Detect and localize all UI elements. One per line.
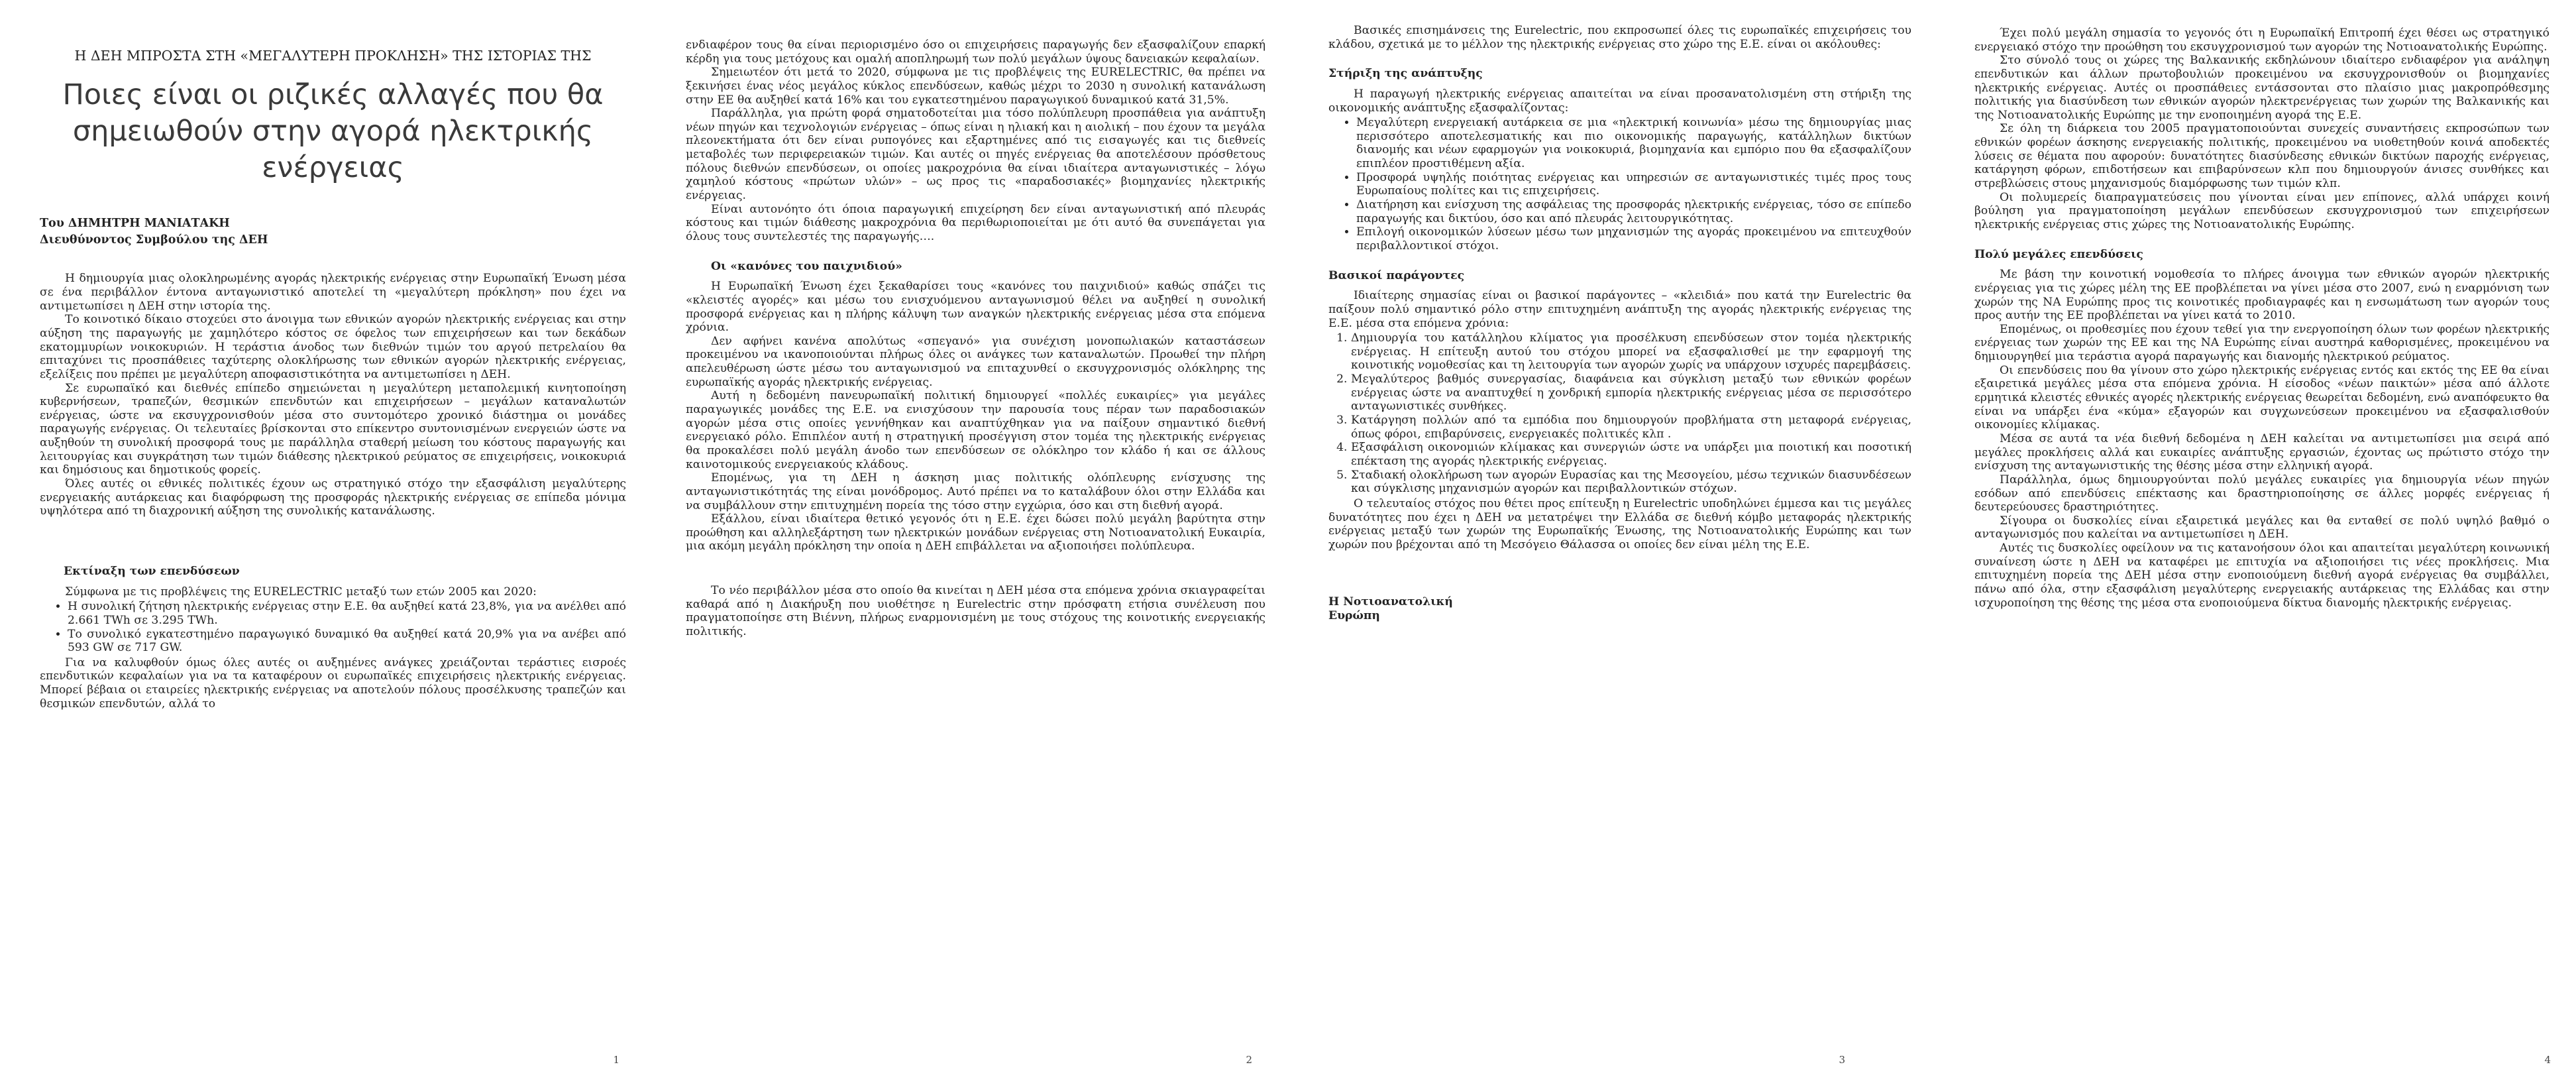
paragraph: Για να καλυφθούν όμως όλες αυτές οι αυξημένες ανάγκες χρειάζονται τεράστιες εισροές επενδυτικών κεφαλαίων για να τα καταφέρουν οι ευρωπαϊκές επιχειρήσεις ηλεκτρικής ενέργειας. Μπορεί βέβαια οι εταιρείες ηλεκτρικής ενέργειας να αποτελούν πόλους προσέλκυσης τραπεζών και θεσμικών επενδυτών, αλλά το: [40, 656, 626, 711]
paragraph: Το νέο περιβάλλον μέσα στο οποίο θα κινείται η ΔΕΗ μέσα στα επόμενα χρόνια σκιαγραφείται καθαρά από η Διακήρυξη που υιοθέτησε η Eurelectric στην πρόσφατη ετήσια συνέλευση που πραγματοποίησε στη Βιέννη, πλήρως εναρμονισμένη με τους στόχους της κοινοτικής ενεργειακής πολιτικής.: [686, 584, 1265, 638]
list-item: 1. Δημιουργία του κατάλληλου κλίματος για προσέλκυση επενδύσεων στον τομέα ηλεκτρικής ενέργειας. Η επίτευξη αυτού του στόχου μπορεί να εξασφαλισθεί με την εφαρμογή της κοινοτικής νομοθεσίας και τη λειτουργία των αγορών χωρίς να υπάρχουν ισχυρές παρεμβάσεις.: [1351, 331, 1911, 372]
list-item: • Η συνολική ζήτηση ηλεκτρικής ενέργειας στην Ε.Ε. θα αυξηθεί κατά 23,8%, για να ανέλθει από 2.661 TWh σε 3.295 TWh.: [68, 600, 626, 627]
page-number: 1: [613, 1054, 619, 1066]
paragraph: Σε όλη τη διάρκεια του 2005 πραγματοποιούνται συνεχείς συναντήσεις εκπροσώπων των εθνικών φορέων άσκησης ενεργειακής πολιτικής, προκειμένου να υιοθετηθούν κοινά αποδεκτές λύσεις σε θέματα που αφορούν: δυνατότητες διασύνδεσης εθνικών δικτύων παροχής ενέργειας, κατάργηση φόρων, επιδοτήσεων και επιβαρύνσεων κλπ που δημιουργούν άνισες συνθήκες και στρεβλώσεις στους μηχανισμούς διαμόρφωσης των τιμών κλπ.: [1974, 122, 2549, 191]
paragraph: Παράλληλα, για πρώτη φορά σηματοδοτείται μια τόσο πολύπλευρη προσπάθεια για ανάπτυξη νέων πηγών και τεχνολογιών ενέργειας – όπως είναι η ηλιακή και η αιολική – που έχουν τα μεγάλα πλεονεκτήματα ότι δεν είναι ρυπογόνες και εξαρτημένες από τις εισαγωγές και τις διεθνείς μεταβολές των περιφερειακών τιμών. Και αυτές οι πηγές ενέργειας θα αποτελέσουν πρόσθετους πόλους διεθνών επενδύσεων, οι οποίες μακροχρόνια θα είναι ιδιαίτερα ανταγωνιστικές – λόγω χαμηλού κόστους «πρώτων υλών» – ως προς τις «παραδοσιακές» βιομηχανίες ηλεκτρικής ενέργειας.: [686, 107, 1265, 203]
paragraph: Σίγουρα οι δυσκολίες είναι εξαιρετικά μεγάλες και θα ενταθεί σε πολύ υψηλό βαθμό ο ανταγωνισμός που καλείται να αντιμετωπίσει η ΔΕΗ.: [1974, 514, 2549, 542]
page-4: [1961, 0, 2576, 1087]
paragraph: Επομένως, για τη ΔΕΗ η άσκηση μιας πολιτικής ολόπλευρης ενίσχυσης της ανταγωνιστικότητάς της είναι μονόδρομος. Αυτό πρέπει να το καταλάβουν όλοι στην Ελλάδα και να συμβάλλουν στην επιτυχημένη πορεία της τόσο στην εγχώρια, όσο και στη διεθνή αγορά.: [686, 471, 1265, 512]
paragraph: Η Ευρωπαϊκή Ένωση έχει ξεκαθαρίσει τους «κανόνες του παιχνιδιού» καθώς σπάζει τις «κλειστές αγορές» και μέσω του ενισχυόμενου ανταγωνισμού θέλει να αυξηθεί η συνολική προσφορά ενέργειας και η πλήρης κάλυψη των αναγκών ηλεκτρικής ενέργειας μέσα στα επόμενα χρόνια.: [686, 280, 1265, 335]
section-heading: Πολύ μεγάλες επενδύσεις: [1974, 247, 2143, 261]
paragraph: Μέσα σε αυτά τα νέα διεθνή δεδομένα η ΔΕΗ καλείται να αντιμετωπίσει μια σειρά από μεγάλες προκλήσεις αλλά και ευκαιρίες ανάπτυξης εργασιών, έχοντας ως πρώτιστο στόχο την ενίσχυση της ανταγωνιστικής της θέσης μέσα στην ελληνική αγορά.: [1974, 431, 2549, 473]
page-1: [0, 0, 646, 1087]
numbered-list: [1328, 331, 1911, 496]
paragraph: Αυτή η δεδομένη πανευρωπαϊκή πολιτική δημιουργεί «πολλές ευκαιρίες» για μεγάλες παραγωγικές μονάδες της Ε.Ε. να ενισχύσουν την παρουσία τους πέραν των παραδοσιακών αγορών μέσα στις οποίες γεννήθηκαν και αναπτύχθηκαν για να παίξουν σημαντικό διεθνή ενεργειακό ρόλο. Επιπλέον αυτή η στρατηγική προσέγγιση στον τομέα της ηλεκτρικής ενέργειας θα προκαλέσει πολύ μεγάλη άνοδο των επενδύσεων σε ολόκληρο τον κλάδο ή και σε άλλους καινοτομικούς ενεργειακούς κλάδους.: [686, 389, 1265, 471]
page-3: [1315, 0, 1938, 1087]
section-heading: [1328, 595, 1911, 622]
list-item: • Διατήρηση και ενίσχυση της ασφάλειας της προσφοράς ηλεκτρικής ενέργειας, τόσο σε επίπεδο παραγωγής και δικτύου, όσο και από πλευράς λειτουργικότητας.: [1356, 198, 1911, 225]
section-heading: Στήριξη της ανάπτυξης: [1328, 67, 1483, 81]
paragraph: Επομένως, οι προθεσμίες που έχουν τεθεί για την ενεργοποίηση όλων των φορέων ηλεκτρικής ενέργειας των χωρών της ΕΕ και της ΝΑ Ευρώπης είναι αυστηρά καθορισμένες, προκειμένου να δημιουργηθεί μια τεράστια αγορά παραγωγής και διανομής ηλεκτρικού ρεύματος.: [1974, 322, 2549, 364]
section-heading-line-1: Η Νοτιοανατολική: [1328, 595, 1453, 609]
paragraph: Η δημιουργία μιας ολοκληρωμένης αγοράς ηλεκτρικής ενέργειας στην Ευρωπαϊκή Ένωση μέσα σε ένα περιβάλλον έντονα ανταγωνιστικό αποτελεί τη «μεγαλύτερη πρόκληση» που έχει να αντιμετωπίσει η ΔΕΗ στην ιστορία της.: [40, 272, 626, 313]
paragraph: Δεν αφήνει κανένα απολύτως «σπεγανό» για συνέχιση μονοπωλιακών καταστάσεων προκειμένου να ικανοποιούνται πλήρως όλες οι ανάγκες των καταναλωτών. Προωθεί την πλήρη απελευθέρωση ώστε μέσω του ανταγωνισμού να επιταχυνθεί ο εκσυγχρονισμός ολόκληρης της ευρωπαϊκής αγοράς ηλεκτρικής ενέργειας.: [686, 334, 1265, 389]
section-heading: Οι «κανόνες του παιχνιδιού»: [711, 259, 902, 273]
paragraph: Έχει πολύ μεγάλη σημασία το γεγονός ότι η Ευρωπαϊκή Επιτροπή έχει θέσει ως στρατηγικό ενεργειακό στόχο την προώθηση του εκσυγχρονισμού των αγορών της Νοτιοανατολικής Ευρώπης.: [1974, 27, 2549, 54]
page-number: 4: [2544, 1054, 2551, 1066]
paragraph: Σημειωτέον ότι μετά το 2020, σύμφωνα με τις προβλέψεις της EURELECTRIC, θα πρέπει να ξεκινήσει ένας νέος μεγάλος κύκλος επενδύσεων, καθώς μέχρι το 2030 η συνολική κατανάλωση στην ΕΕ θα αυξηθεί κατά 16% και του εγκατεστημένου παραγωγικού δυναμικού κατά 31,5%.: [686, 66, 1265, 107]
paragraph: Παράλληλα, όμως δημιουργούνται πολύ μεγάλες ευκαιρίες για δημιουργία νέων πηγών εσόδων από επενδύσεις επέκτασης και δραστηριοποίησης σε άλλες μορφές ενέργειας ή δευτερεύουσες δραστηριότητες.: [1974, 473, 2549, 514]
list-item: • Μεγαλύτερη ενεργειακή αυτάρκεια σε μια «ηλεκτρική κοινωνία» μέσω της δημιουργίας μιας περισσότερο αποτελεσματικής και πιο οικονομικής παραγωγής, κατάλληλων δικτύων διανομής και νέων εφαρμογών για νοικοκυριά, βιομηχανία και εμπόριο που θα εξασφαλίζουν επιπλέον προστιθέμενη αξία.: [1356, 116, 1911, 171]
paragraph: ενδιαφέρον τους θα είναι περιορισμένο όσο οι επιχειρήσεις παραγωγής δεν εξασφαλίζουν επαρκή κέρδη για τους μετόχους και ομαλή αποπληρωμή των πολύ μεγάλων ύψους δανειακών κεφαλαίων.: [686, 38, 1265, 66]
section-heading: Βασικοί παράγοντες: [1328, 268, 1465, 282]
paragraph: Το κοινοτικό δίκαιο στοχεύει στο άνοιγμα των εθνικών αγορών ηλεκτρικής ενέργειας και στην αύξηση της παραγωγής με χαμηλότερο κόστος σε όφελος των επιχειρήσεων και των δεκάδων εκατομμυρίων νοικοκυριών. Η τεράστια άνοδος των διεθνών τιμών του αργού πετρελαίου θα επιταχύνει τις προσπάθειες ταχύτερης ολοκλήρωσης των εθνικών αγορών ηλεκτρικής ενέργειας, εξελίξεις που πρέπει με μεγαλύτερη αποφασιστικότητα να αντιμετωπίσει η ΔΕΗ.: [40, 313, 626, 381]
paragraph: Εξάλλου, είναι ιδιαίτερα θετικό γεγονός ότι η Ε.Ε. έχει δώσει πολύ μεγάλη βαρύτητα στην προώθηση και αλληλεξάρτηση των ηλεκτρικών μονάδων ενέργειας στη Νοτιοανατολική Ευκαιρία, μια ακόμη μεγάλη πρόκληση την οποία η ΔΕΗ επιβάλλεται να αξιοποιήσει πολύπλευρα.: [686, 512, 1265, 553]
list-item: 5. Σταδιακή ολοκλήρωση των αγορών Ευρασίας και της Μεσογείου, μέσω τεχνικών διασυνδέσεων και σύγκλισης μηχανισμών αγορών και περιβαλλοντικών στόχων.: [1351, 469, 1911, 496]
paragraph: Βασικές επισημάνσεις της Eurelectric, που εκπροσωπεί όλες τις ευρωπαϊκές επιχειρήσεις του κλάδου, σχετικά με το μέλλον της ηλεκτρικής ενέργειας στο χώρο της Ε.Ε. είναι οι ακόλουθες:: [1328, 24, 1911, 51]
paragraph: Αυτές τις δυσκολίες οφείλουν να τις κατανοήσουν όλοι και απαιτείται μεγαλύτερη κοινωνική συναίνεση ώστε η ΔΕΗ να καταφέρει με επιτυχία να αξιοποιήσει τις νέες προκλήσεις. Μια επιτυχημένη πορεία της ΔΕΗ μέσα στην ενοποιούμενη διεθνή αγορά ενέργειας θα συμβάλλει, πάνω από όλα, στην εξασφάλιση μεγαλύτερης ενεργειακής αυτάρκειας της Ελλάδας και στην ισχυροποίηση της θέσης της μέσα στα ενοποιούμενα δίκτυα διανομής ηλεκτρικής ενέργειας.: [1974, 542, 2549, 610]
paragraph: Όλες αυτές οι εθνικές πολιτικές έχουν ως στρατηγικό στόχο την εξασφάλιση μεγαλύτερης ενεργειακής αυτάρκειας και διαφόρφωση της προσφοράς ηλεκτρικής ενέργειας σε επίπεδα μόνιμα υψηλότερα από τη διαχρονική αύξηση της συνολικής κατανάλωσης.: [40, 477, 626, 518]
paragraph: Σύμφωνα με τις προβλέψεις της EURELECTRIC μεταξύ των ετών 2005 και 2020:: [65, 585, 537, 599]
author-title: Διευθύνοντος Συμβούλου της ΔΕΗ: [40, 233, 268, 247]
section-heading: Εκτίναξη των επενδύσεων: [64, 564, 240, 578]
byline: [40, 215, 626, 249]
bullet-list: [1328, 116, 1911, 253]
paragraph: Με βάση την κοινοτική νομοθεσία το πλήρες άνοιγμα των εθνικών αγορών ηλεκτρικής ενέργειας για τις χώρες μέλη της ΕΕ προβλέπεται να γίνει μέσα στο 2007, ενώ η εναρμόνιση των χωρών της ΝΑ Ευρώπης προς τις κοινοτικές προδιαγραφές και η ενσωμάτωση των αγορών τους προς αυτήν της ΕΕ προβλέπεται να γίνει κατά το 2010.: [1974, 268, 2549, 323]
paragraph: Ιδιαίτερης σημασίας είναι οι βασικοί παράγοντες – «κλειδιά» που κατά την Eurelectric θα παίξουν πολύ σημαντικό ρόλο στην επιτυχημένη ανάπτυξη της αγοράς ηλεκτρικής ενέργειας της Ε.Ε. μέσα στα επόμενα χρόνια:: [1328, 289, 1911, 330]
paragraph: Ο τελευταίος στόχος που θέτει προς επίτευξη η Eurelectric υποδηλώνει έμμεσα και τις μεγάλες δυνατότητες που έχει η ΔΕΗ να μετατρέψει την Ελλάδα σε διεθνή κόμβο μεταφοράς ηλεκτρικής ενέργειας μεταξύ των χωρών της Ευρωπαϊκής Ένωσης, της Νοτιοανατολικής Ευρώπης και των χωρών που βρέχονται από τη Μεσόγειο Θάλασσα οι οποίες δεν είναι μέλη της Ε.Ε.: [1328, 496, 1911, 551]
list-item: • Προσφορά υψηλής ποιότητας ενέργειας και υπηρεσιών σε ανταγωνιστικές τιμές προς τους Ευρωπαίους πολίτες και τις επιχειρήσεις.: [1356, 171, 1911, 198]
list-item: 2. Μεγαλύτερος βαθμός συνεργασίας, διαφάνεια και σύγκλιση μεταξύ των εθνικών φορέων ενέργειας ώστε να αναπτυχθεί η χονδρική εμπορία ηλεκτρικής ενέργειας μέσα σε περισσότερο ανταγωνιστικές συνθήκες.: [1351, 372, 1911, 414]
list-item: • Επιλογή οικονομικών λύσεων μέσω των μηχανισμών της αγοράς προκειμένου να επιτευχθούν περιβαλλοντικοί στόχοι.: [1356, 225, 1911, 253]
paragraph: Στο σύνολό τους οι χώρες της Βαλκανικής εκδηλώνουν ιδιαίτερο ενδιαφέρον για ανάληψη επενδυτικών και άλλων πρωτοβουλιών προκειμένου να εκσυγχρονισθούν οι βιομηχανίες ηλεκτρικής ενέργειας. Αυτές οι προσπάθειες εντάσσονται στο πλαίσιο μιας μακροπρόθεσμης πολιτικής για διασύνδεση των εθνικών αγορών ηλεκτρενέργειας των χωρών της Βαλκανικής και της Νοτιοανατολικής Ευρώπης με την ενοποιημένη αγορά της Ε.Ε.: [1974, 54, 2549, 122]
section-heading-line-2: Ευρώπη: [1328, 609, 1380, 623]
author-name: Του ΔΗΜΗΤΡΗ ΜΑΝΙΑΤΑΚΗ: [40, 216, 230, 230]
page-number: 3: [1839, 1054, 1845, 1066]
list-item: 3. Κατάργηση πολλών από τα εμπόδια που δημιουργούν προβλήματα στη μεταφορά ενέργειας, όπως φόροι, επιβαρύνσεις, ενεργειακές πολιτικές κλπ .: [1351, 414, 1911, 441]
article-headline: Ποιες είναι οι ριζικές αλλαγές που θα σημειωθούν στην αγορά ηλεκτρικής ενέργειας: [62, 78, 604, 184]
paragraph: Είναι αυτονόητο ότι όποια παραγωγική επιχείρηση δεν είναι ανταγωνιστική από πλευράς κόστους και τιμών διάθεσης μακροχρόνια θα περιθωριοποιείται με ότι αυτό θα συνεπάγεται για όλους τους συντελεστές της παραγωγής….: [686, 202, 1265, 243]
list-item: 4. Εξασφάλιση οικονομιών κλίμακας και συνεργιών ώστε να υπάρξει μια ποιοτική και ποσοτική επέκταση της αγοράς ηλεκτρικής ενέργειας.: [1351, 441, 1911, 468]
article-kicker: Η ΔΕΗ ΜΠΡΟΣΤΑ ΣΤΗ «ΜΕΓΑΛΥΤΕΡΗ ΠΡΟΚΛΗΣΗ» ΤΗΣ ΙΣΤΟΡΙΑΣ ΤΗΣ: [74, 48, 592, 64]
page-number: 2: [1246, 1054, 1252, 1066]
bullet-list: [40, 600, 626, 655]
paragraph: Οι πολυμερείς διαπραγματεύσεις που γίνονται είναι μεν επίπονες, αλλά υπάρχει κοινή βούληση για πραγματοποίηση μεγάλων επενδύσεων εκσυγχρονισμού των επιχειρήσεων ηλεκτρικής ενέργειας στις χώρες της Νοτιοανατολικής Ευρώπης.: [1974, 190, 2549, 231]
page-2: [672, 0, 1292, 1087]
paragraph: Οι επενδύσεις που θα γίνουν στο χώρο ηλεκτρικής ενέργειας εντός και εκτός της ΕΕ θα είναι εξαιρετικά μεγάλες μέσα στα επόμενα χρόνια. Η είσοδος «νέων παικτών» μέσα από άλλοτε ερμητικά κλειστές εθνικές αγορές ηλεκτρικής ενέργειας θεωρείται δεδομένη, ενώ αναπόφευκτο θα είναι να υπάρξει ένα «κύμα» εξαγορών και συγχωνεύσεων προκειμένου να εξασφαλισθούν οικονομίες κλίμακας.: [1974, 363, 2549, 432]
list-item: • Το συνολικό εγκατεστημένο παραγωγικό δυναμικό θα αυξηθεί κατά 20,9% για να ανέβει από 593 GW σε 717 GW.: [68, 628, 626, 655]
paragraph: Σε ευρωπαϊκό και διεθνές επίπεδο σημειώνεται η μεγαλύτερη μεταπολεμική κινητοποίηση κυβερνήσεων, τραπεζών, θεσμικών επενδυτών και επιχειρήσεων – μεγάλων καταναλωτών ενέργειας, ώστε να εκσυγχρονισθούν μέσα στο συντομότερο χρονικό διάστημα οι μονάδες παραγωγής ενέργειας. Οι τελευταίες βρίσκονται στο επίκεντρο συντονισμένων ενεργειών ώστε να αυξηθούν τη συνολική προσφορά τους με παράλληλα σταθερή μείωση του κόστους παραγωγής και λειτουργίας και συγκράτηση των τιμών διάθεσης ηλεκτρικού ρεύματος σε επιχειρήσεις, νοικοκυριά και δημόσιους και δημοτικούς φορείς.: [40, 381, 626, 477]
paragraph: Η παραγωγή ηλεκτρικής ενέργειας απαιτείται να είναι προσανατολισμένη στη στήριξη της οικονομικής ανάπτυξης εξασφαλίζοντας:: [1328, 87, 1911, 115]
